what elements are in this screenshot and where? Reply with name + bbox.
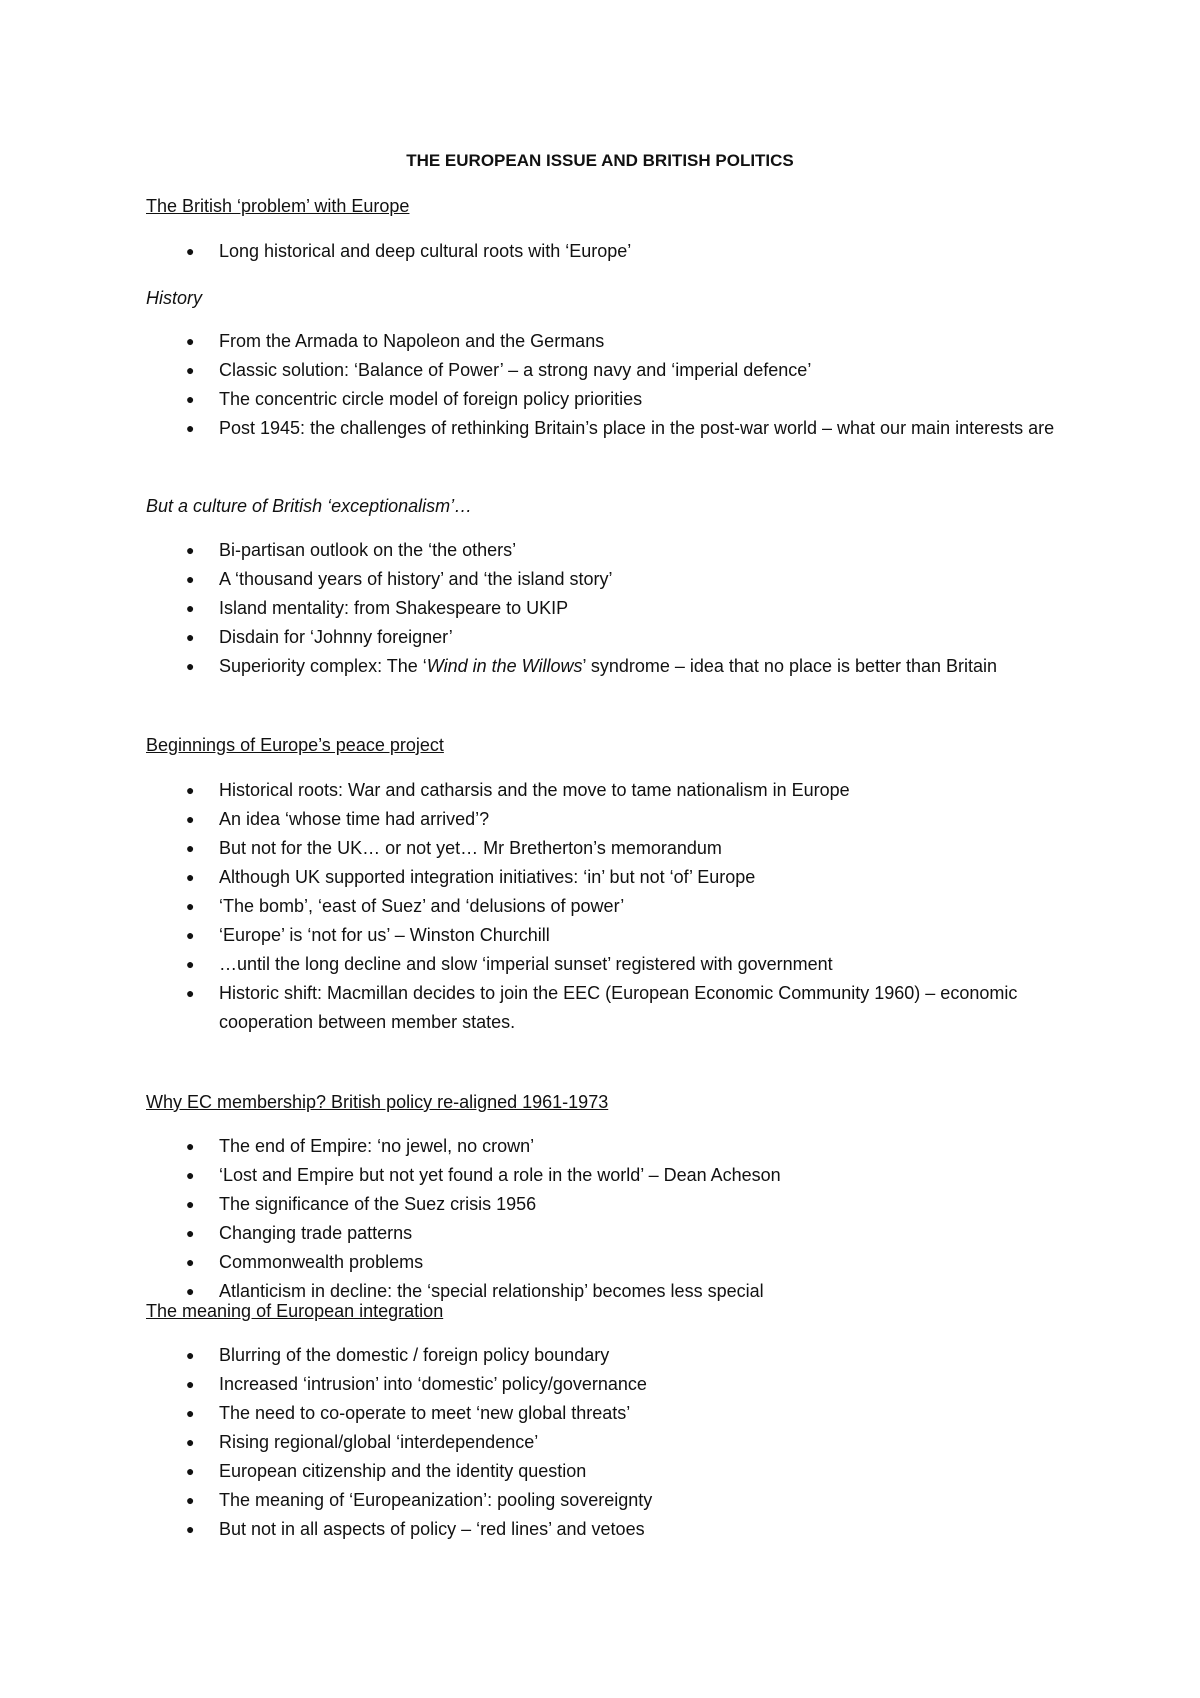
bullet-icon: ● <box>186 1463 195 1479</box>
list-item: ● Classic solution: ‘Balance of Power’ – a strong navy and ‘imperial defence’ <box>146 356 1066 385</box>
list-item: ● Increased ‘intrusion’ into ‘domestic’ policy/governance <box>146 1370 1066 1399</box>
list-item: ● But not for the UK… or not yet… Mr Bretherton’s memorandum <box>146 834 1066 863</box>
bullet-icon: ● <box>186 600 195 616</box>
list-item: ● European citizenship and the identity question <box>146 1457 1066 1486</box>
bullet-icon: ● <box>186 1167 195 1183</box>
bullet-icon: ● <box>186 420 195 436</box>
bullet-icon: ● <box>186 1492 195 1508</box>
list-item: ● The meaning of ‘Europeanization’: pooling sovereignty <box>146 1486 1066 1515</box>
list-item: ● ‘Lost and Empire but not yet found a role in the world’ – Dean Acheson <box>146 1161 1066 1190</box>
section-heading-ec-membership: Why EC membership? British policy re-aligned 1961-1973 <box>146 1092 609 1112</box>
bullet-list-history <box>146 327 1066 443</box>
bullet-icon: ● <box>186 898 195 914</box>
bullet-icon: ● <box>186 1138 195 1154</box>
bullet-icon: ● <box>186 1434 195 1450</box>
list-item: ● Rising regional/global ‘interdependence’ <box>146 1428 1066 1457</box>
bullet-icon: ● <box>186 840 195 856</box>
list-item: ● The concentric circle model of foreign policy priorities <box>146 385 1066 414</box>
bullet-icon: ● <box>186 985 195 1001</box>
section-heading-history: History <box>146 288 203 308</box>
bullet-icon: ● <box>186 782 195 798</box>
list-item: ● Island mentality: from Shakespeare to UKIP <box>146 594 1066 623</box>
list-item: ● Bi-partisan outlook on the ‘the others’ <box>146 536 1066 565</box>
list-item: ● The need to co-operate to meet ‘new global threats’ <box>146 1399 1066 1428</box>
bullet-icon: ● <box>186 927 195 943</box>
list-item: ● Commonwealth problems <box>146 1248 1066 1277</box>
list-item: ● A ‘thousand years of history’ and ‘the island story’ <box>146 565 1066 594</box>
document-title: THE EUROPEAN ISSUE AND BRITISH POLITICS <box>406 151 794 170</box>
bullet-icon: ● <box>186 1376 195 1392</box>
list-item: ● From the Armada to Napoleon and the Germans <box>146 327 1066 356</box>
bullet-icon: ● <box>186 1347 195 1363</box>
list-item: ● The end of Empire: ‘no jewel, no crown’ <box>146 1132 1066 1161</box>
list-item: ● ‘The bomb’, ‘east of Suez’ and ‘delusions of power’ <box>146 892 1066 921</box>
bullet-list-peace-project <box>146 776 1066 1037</box>
section-heading-british-problem: The British ‘problem’ with Europe <box>146 196 410 216</box>
list-item: ● ‘Europe’ is ‘not for us’ – Winston Churchill <box>146 921 1066 950</box>
section-heading-exceptionalism: But a culture of British ‘exceptionalism’… <box>146 496 473 516</box>
bullet-icon: ● <box>186 956 195 972</box>
list-item: ● Changing trade patterns <box>146 1219 1066 1248</box>
list-item: ● Historical roots: War and catharsis and the move to tame nationalism in Europe <box>146 776 1066 805</box>
bullet-list-british-problem <box>146 237 1066 266</box>
bullet-icon: ● <box>186 1405 195 1421</box>
bullet-icon: ● <box>186 869 195 885</box>
list-item: ● Post 1945: the challenges of rethinking Britain’s place in the post-war world – what our main interests are <box>146 414 1066 443</box>
bullet-list-european-integration <box>146 1341 1066 1544</box>
bullet-icon: ● <box>186 1283 195 1299</box>
list-item: ● Atlanticism in decline: the ‘special relationship’ becomes less special <box>146 1277 1066 1306</box>
bullet-icon: ● <box>186 1521 195 1537</box>
bullet-list-ec-membership <box>146 1132 1066 1306</box>
bullet-icon: ● <box>186 571 195 587</box>
list-item: ● Disdain for ‘Johnny foreigner’ <box>146 623 1066 652</box>
section-heading-european-integration: The meaning of European integration <box>146 1301 444 1321</box>
section-heading-peace-project: Beginnings of Europe’s peace project <box>146 735 444 755</box>
list-item: ● But not in all aspects of policy – ‘red lines’ and vetoes <box>146 1515 1066 1544</box>
bullet-icon: ● <box>186 333 195 349</box>
bullet-icon: ● <box>186 542 195 558</box>
list-item: ● Historic shift: Macmillan decides to join the EEC (European Economic Community 1960) – economic cooperation between member states. <box>146 979 1066 1037</box>
list-item: ● …until the long decline and slow ‘imperial sunset’ registered with government <box>146 950 1066 979</box>
bullet-icon: ● <box>186 1254 195 1270</box>
list-item-wind-in-the-willows: ● Superiority complex: The ‘Wind in the Willows’ syndrome – idea that no place is better than Britain <box>146 652 1066 681</box>
list-item: ● Blurring of the domestic / foreign policy boundary <box>146 1341 1066 1370</box>
list-item: ● An idea ‘whose time had arrived’? <box>146 805 1066 834</box>
bullet-icon: ● <box>186 243 195 259</box>
bullet-icon: ● <box>186 1225 195 1241</box>
list-item: ● Although UK supported integration initiatives: ‘in’ but not ‘of’ Europe <box>146 863 1066 892</box>
list-item: ● The significance of the Suez crisis 1956 <box>146 1190 1066 1219</box>
bullet-icon: ● <box>186 362 195 378</box>
bullet-icon: ● <box>186 629 195 645</box>
bullet-icon: ● <box>186 1196 195 1212</box>
bullet-list-exceptionalism <box>146 536 1066 681</box>
bullet-icon: ● <box>186 658 195 674</box>
book-title: Wind in the Willows <box>426 656 583 676</box>
bullet-icon: ● <box>186 391 195 407</box>
bullet-icon: ● <box>186 811 195 827</box>
list-item: ● Long historical and deep cultural roots with ‘Europe’ <box>146 237 1066 266</box>
